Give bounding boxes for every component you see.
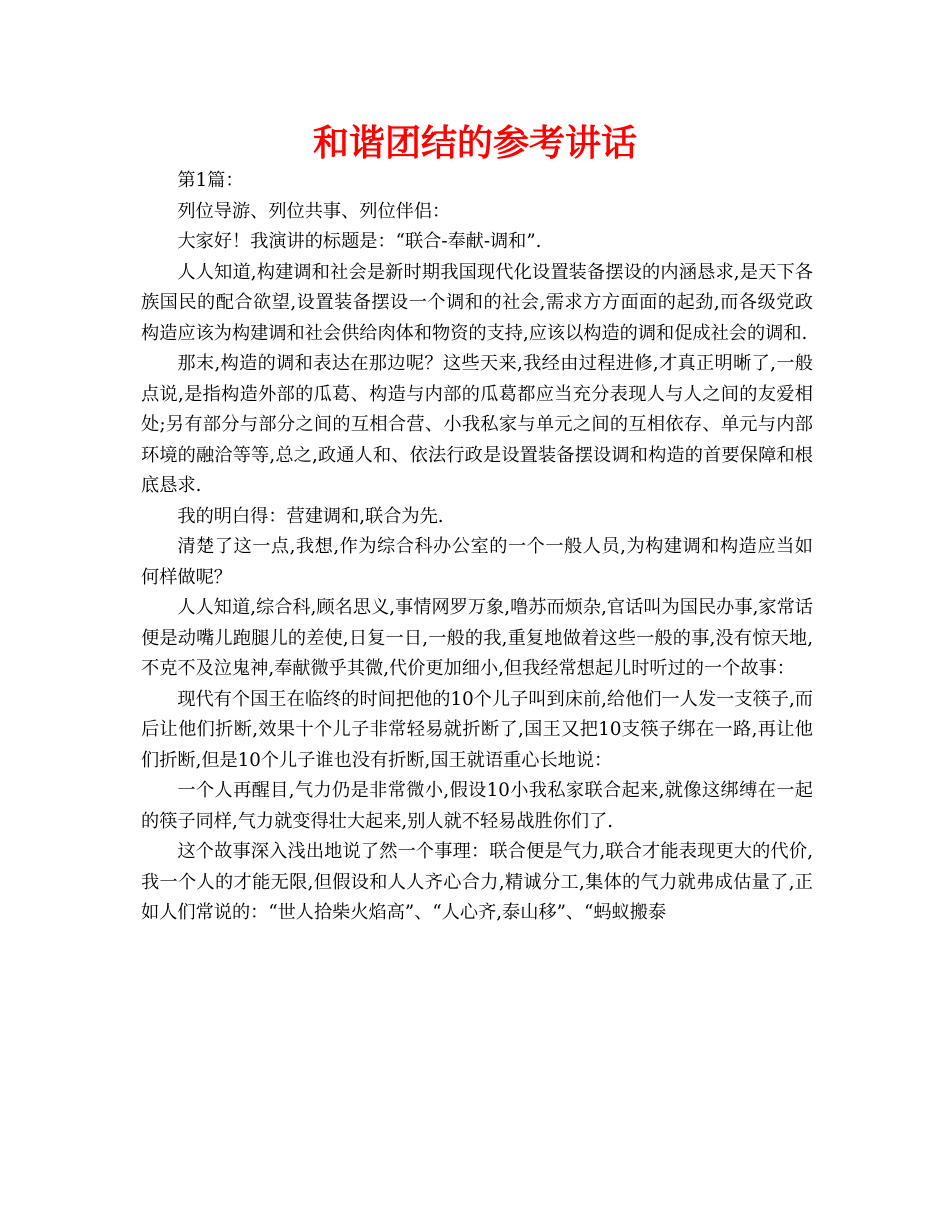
paragraph: 人人知道,构建调和社会是新时期我国现代化设置装备摆设的内涵恳求,是天下各族国民的配合欲望,设置装备摆设一个调和的社会,需求方方面面的起劲,而各级党政构造应该为构建调和社会供给肉体和物资的支持,应该以构造的调和促成社会的调和. [141,261,813,344]
paragraph: 那末,构造的调和表达在那边呢？这些天来,我经由过程进修,才真正明晰了,一般点说,是指构造外部的瓜葛、构造与内部的瓜葛都应当充分表现人与人之间的友爱相处;另有部分与部分之间的互相合营、小我私家与单元之间的互相依存、单元与内部环境的融洽等等,总之,政通人和、依法行政是设置装备摆设调和构造的首要保障和根底恳求. [141,353,813,496]
paragraph: 一个人再醒目,气力仍是非常微小,假设10小我私家联合起来,就像这绑缚在一起的筷子同样,气力就变得壮大起来,别人就不轻易战胜你们了. [141,780,813,832]
paragraph: 我的明白得：营建调和,联合为先. [177,505,444,527]
section-heading: 第1篇： [177,170,244,191]
paragraph: 清楚了这一点,我想,作为综合科办公室的一个一般人员,为构建调和构造应当如何样做呢？ [141,536,813,588]
salutation: 列位导游、列位共事、列位伴侣： [177,200,451,222]
speech-opening: 大家好！我演讲的标题是：“联合-奉献-调和”. [177,231,542,252]
document-title: 和谐团结的参考讲话 [312,123,637,164]
document-body [141,166,813,929]
paragraph: 现代有个国王在临终的时间把他的10个儿子叫到床前,给他们一人发一支筷子,而后让他们折断,效果十个儿子非常轻易就折断了,国王又把10支筷子绑在一路,再让他们折断,但是10个儿子谁也没有折断,国王就语重心长地说： [141,688,813,771]
paragraph: 这个故事深入浅出地说了然一个事理：联合便是气力,联合才能表现更大的代价,我一个人的才能无限,但假设和人人齐心合力,精诚分工,集体的气力就弗成估量了,正如人们常说的：“世人拾柴火焰高”、“人心齐,泰山移”、“蚂蚁搬泰 [141,841,813,923]
paragraph: 人人知道,综合科,顾名思义,事情网罗万象,噜苏而烦杂,官话叫为国民办事,家常话便是动嘴儿跑腿儿的差使,日复一日,一般的我,重复地做着这些一般的事,没有惊天地,不克不及泣鬼神,奉献微乎其微,代价更加细小,但我经常想起儿时听过的一个故事： [141,597,813,679]
